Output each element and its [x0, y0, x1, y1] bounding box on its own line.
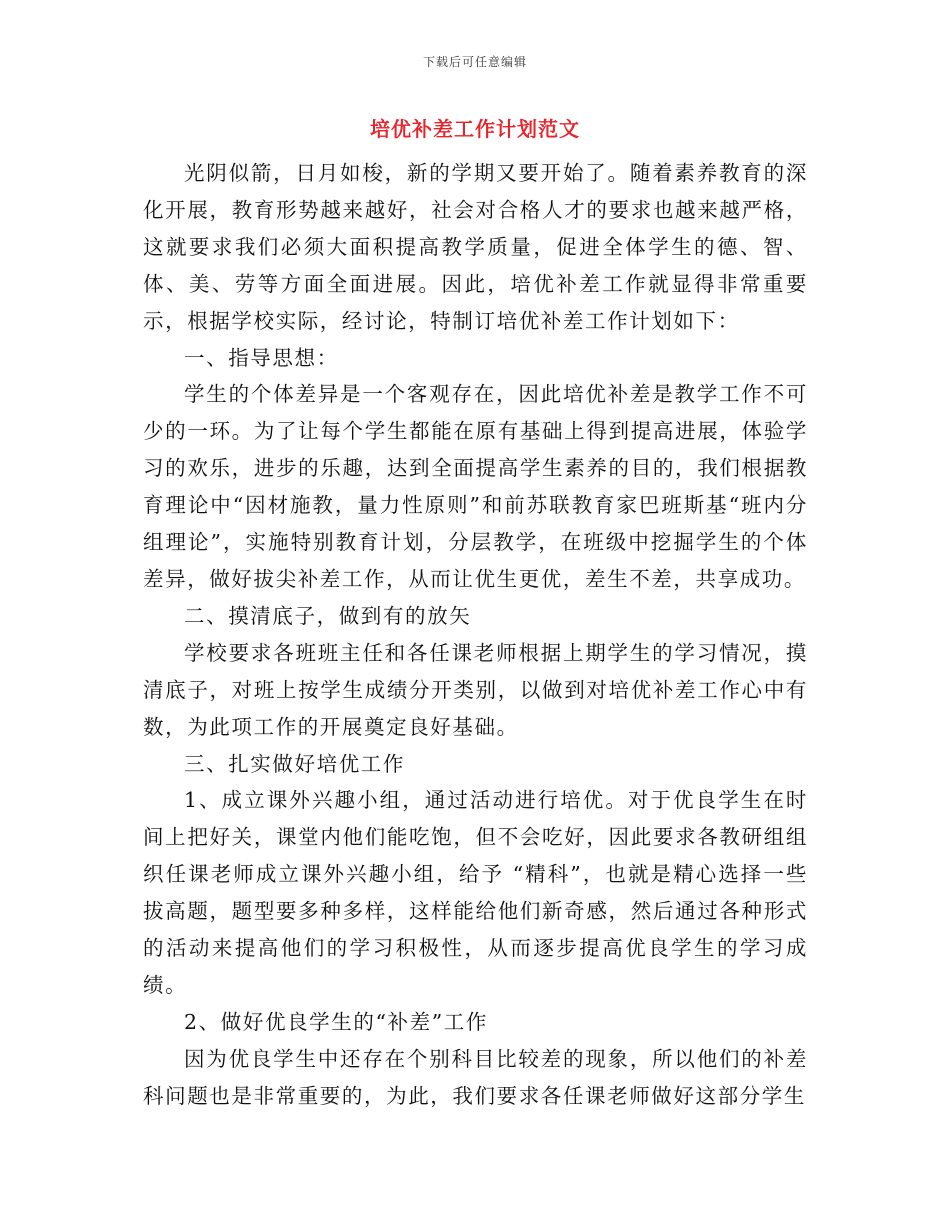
document-title: 培优补差工作计划范文: [370, 117, 580, 141]
intro-paragraph: 光阴似箭，日月如梭，新的学期又要开始了。随着素养教育的深化开展，教育形势越来越好，社会对合格人才的要求也越来越严格，这就要求我们必须大面积提高教学质量，促进全体学生的德、智、体、美、劳等方面全面进展。因此，培优补差工作就显得非常重要示，根据学校实际，经讨论，特制订培优补差工作计划如下：: [143, 161, 808, 333]
subsection-heading-remedial: 2、做好优良学生的“补差”工作: [184, 1009, 489, 1034]
section-heading-cultivate-excellence: 三、扎实做好培优工作: [184, 751, 405, 776]
know-basics-paragraph: 学校要求各班班主任和各任课老师根据上期学生的学习情况，摸清底子，对班上按学生成绩分开类别，以做到对培优补差工作心中有数，为此项工作的开展奠定良好基础。: [143, 640, 808, 739]
section-heading-know-basics: 二、摸清底子，做到有的放矢: [184, 603, 472, 628]
guiding-thought-paragraph: 学生的个体差异是一个客观存在，因此培优补差是教学工作不可少的一环。为了让每个学生都能在原有基础上得到提高进展，体验学习的欢乐，进步的乐趣，达到全面提高学生素养的目的，我们根据教育理论中“因材施教，量力性原则”和前苏联教育家巴班斯基“班内分组理论”，实施特别教育计划，分层教学，在班级中挖掘学生的个体差异，做好拔尖补差工作，从而让优生更优，差生不差，共享成功。: [143, 382, 808, 591]
section-heading-guiding-thought: 一、指导思想：: [184, 345, 339, 370]
document-body: [143, 155, 808, 1115]
page-header-note: 下载后可任意编辑: [422, 55, 527, 69]
interest-group-paragraph: 1、成立课外兴趣小组，通过活动进行培优。对于优良学生在时间上把好关，课堂内他们能吃饱，但不会吃好，因此要求各教研组组织任课老师成立课外兴趣小组，给予 “精科”，也就是精心选择一些拔高题，题型要多种多样，这样能给他们新奇感，然后通过各种形式的活动来提高他们的学习积极性，从而逐步提高优良学生的学习成绩。: [143, 788, 808, 997]
remedial-paragraph: 因为优良学生中还存在个别科目比较差的现象，所以他们的补差科问题也是非常重要的，为此，我们要求各任课老师做好这部分学生: [143, 1046, 808, 1108]
